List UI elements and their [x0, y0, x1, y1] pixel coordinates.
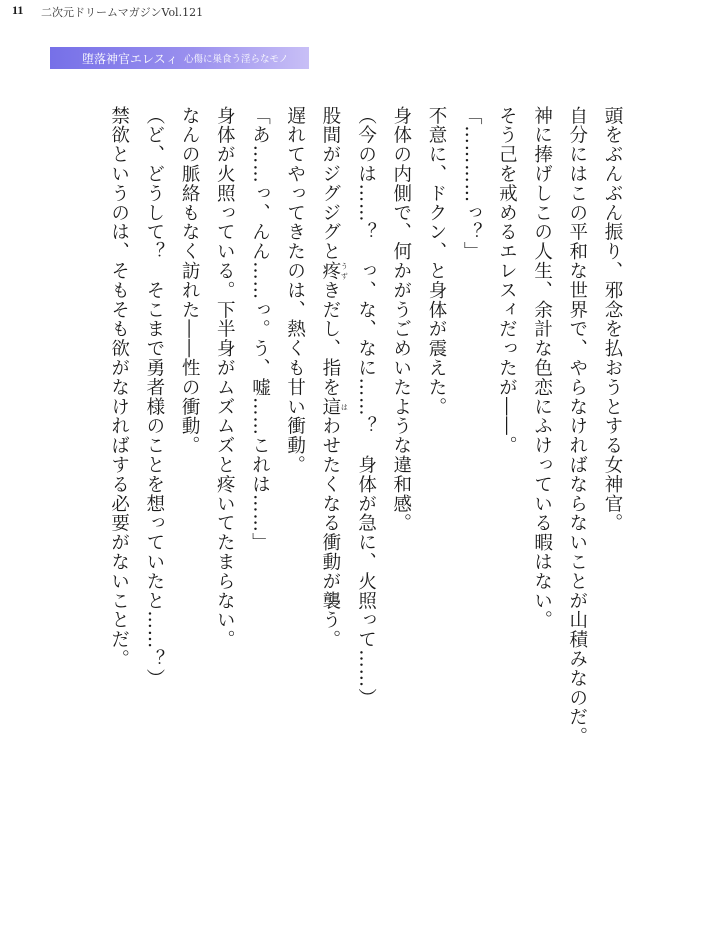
- story-subtitle: 心傷に巣食う淫らなモノ: [184, 54, 289, 65]
- rubied-prefix: 股間がジグジグと: [319, 106, 341, 262]
- ruby-base: 疼: [319, 261, 341, 281]
- text-line: 神に捧げしこの人生、余計な色恋にふけっている暇はない。: [531, 106, 553, 630]
- ruby-text: は: [340, 397, 349, 417]
- text-line: 遅れてやってきたのは、熱くも甘い衝動。: [284, 106, 306, 475]
- rubied-middle: きだし、指を: [319, 280, 341, 398]
- text-line: 不意に、ドクン、と身体が震えた。: [425, 106, 447, 417]
- text-line: 「…………っ？」: [461, 106, 483, 262]
- text-line: （今のは……？ っ、な、なに……？ 身体が急に、火照って……）: [355, 106, 377, 708]
- text-line: （ど、どうして？ そこまで勇者様のことを想っていたと……？）: [143, 106, 165, 688]
- text-line: 「あ……っ、んん……っ。う、嘘……これは……」: [249, 106, 271, 553]
- title-band: [50, 47, 309, 69]
- running-head: 二次元ドリームマガジンVol.121: [41, 6, 204, 19]
- text-line: 自分にはこの平和な世界で、やらなければならないことが山積みなのだ。: [566, 106, 588, 747]
- rubied-suffix: わせたくなる衝動が襲う。: [319, 416, 341, 650]
- ruby-base: 這: [319, 397, 341, 417]
- text-line: なんの脈絡もなく訪れた――性の衝動。: [179, 106, 201, 456]
- page-number: 11: [12, 3, 24, 17]
- text-line: 頭をぶんぶん振り、邪念を払おうとする女神官。: [602, 106, 623, 533]
- story-title: 堕落神官エレスィ: [82, 51, 179, 66]
- body-text: [101, 106, 630, 796]
- ruby-uzu: [319, 261, 349, 281]
- ruby-ha: [319, 397, 349, 417]
- text-line-rubied: [313, 106, 349, 796]
- ruby-text: うず: [340, 261, 349, 281]
- text-line: 禁欲というのは、そもそも欲がなければする必要がないことだ。: [108, 106, 130, 669]
- text-line: そう己を戒めるエレスィだったが――。: [496, 106, 518, 456]
- text-line: 身体が火照っている。下半身がムズムズと疼いてたまらない。: [214, 106, 236, 650]
- text-line: 身体の内側で、何かがうごめいたような違和感。: [390, 106, 412, 533]
